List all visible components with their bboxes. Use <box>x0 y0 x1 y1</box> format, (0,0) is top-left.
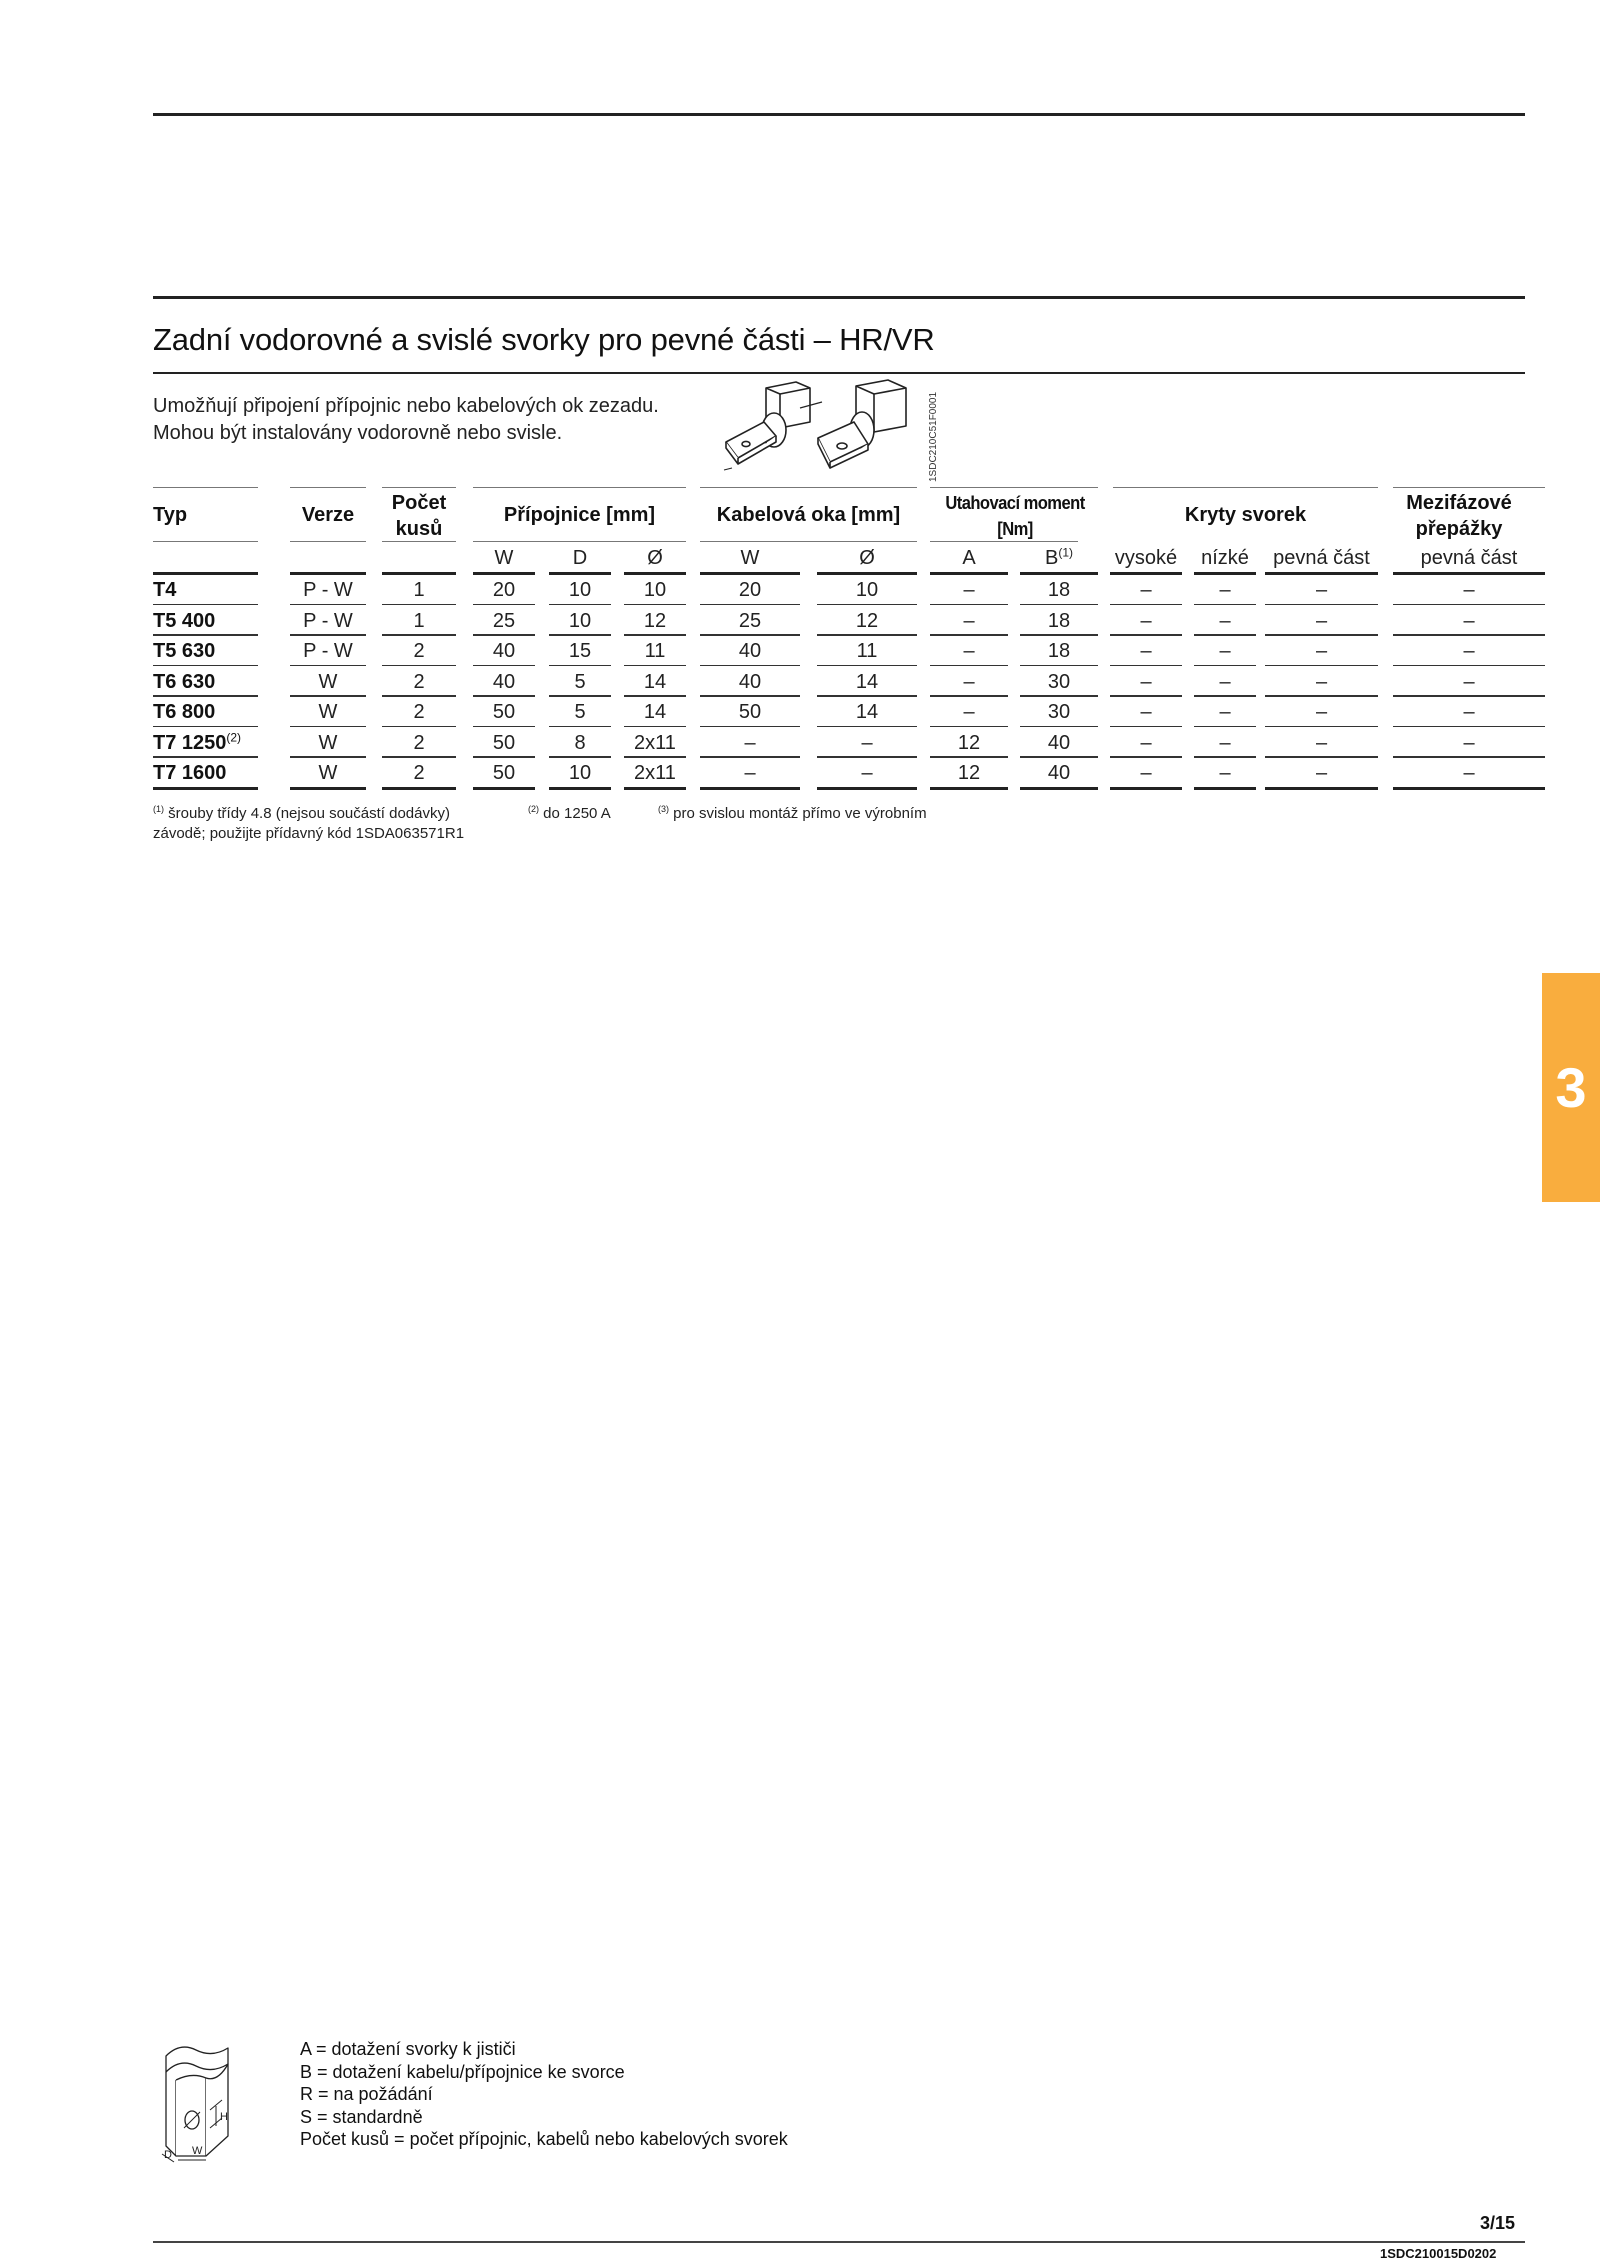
table-cell-verze: W <box>318 762 338 784</box>
title-underline <box>153 372 1525 374</box>
row-rule <box>930 787 1008 790</box>
table-cell-vysoke: – <box>1140 701 1152 723</box>
table-cell-a: – <box>963 609 975 632</box>
legend <box>300 2038 788 2151</box>
chapter-tab: 3 <box>1542 973 1600 1202</box>
table-cell-pocet: 2 <box>413 762 425 784</box>
table-cell-pd: 5 <box>574 670 586 693</box>
table-cell-a: 12 <box>957 762 981 784</box>
table-cell-pevna: – <box>1315 731 1328 754</box>
table-cell-a: 12 <box>957 731 981 754</box>
intro-text: Umožňují připojení přípojnic nebo kabelových ok zezadu. Mohou být instalovány vodorovně nebo svisle. <box>153 395 659 444</box>
table-cell-po: 2x11 <box>634 731 676 754</box>
table-cell-b: 18 <box>1047 640 1071 662</box>
footnote-1: $^{(1)}$ šrouby třídy 4.8 (nejsou součástí dodávky) <box>153 804 450 822</box>
hline <box>382 541 456 542</box>
row-rule <box>1020 787 1098 790</box>
row-rule <box>153 787 258 790</box>
table-cell-nizke: – <box>1219 762 1231 784</box>
table-cell-po: 14 <box>643 670 667 693</box>
header-typ: Typ <box>153 504 188 526</box>
table-cell-pocet: 1 <box>413 609 425 632</box>
legend-image-h: H <box>220 2111 228 2123</box>
row-rule <box>473 787 535 790</box>
table-cell-b: 30 <box>1047 670 1071 693</box>
row-rule <box>700 787 800 790</box>
rear-terminals-image <box>718 378 928 480</box>
table-cell-pevna: – <box>1315 670 1328 693</box>
table-cell-nizke: – <box>1219 731 1231 754</box>
table-cell-ko: – <box>861 762 873 784</box>
table-cell-typ: T7 1600 <box>153 762 227 784</box>
table-cell-typ: T4 <box>153 579 177 601</box>
legend-item: Počet kusů = počet přípojnic, kabelů nebo kabelových svorek <box>300 2129 788 2149</box>
table-cell-ko: 12 <box>855 609 879 632</box>
table-cell-typ: T6 800 <box>153 701 216 723</box>
table-cell-typ: T6 630 <box>153 670 216 693</box>
terminal-dimension-image <box>156 2036 276 2166</box>
header-kryty: Kryty svorek <box>1184 504 1307 526</box>
table-cell-pocet: 2 <box>413 670 425 693</box>
sub-kabelova-o: Ø <box>859 547 875 569</box>
table-cell-pd: 8 <box>574 731 586 754</box>
header-utahovaci: Utahovací moment [Nm] <box>945 493 1085 539</box>
table-cell-nizke: – <box>1219 579 1231 601</box>
hline <box>153 487 258 488</box>
table-cell-pocet: 2 <box>413 701 425 723</box>
header-mezifazove: Mezifázové přepážky <box>1406 492 1512 540</box>
table-cell-pd: 10 <box>568 609 592 632</box>
sub-kryty-nizke: nízké <box>1201 547 1249 569</box>
table-cell-b: 18 <box>1047 609 1071 632</box>
table-cell-mez: – <box>1463 701 1475 723</box>
table-cell-a: – <box>963 701 975 723</box>
row-rule <box>290 787 366 790</box>
legend-item: R = na požádání <box>300 2084 433 2104</box>
legend-image-w: W <box>192 2145 203 2157</box>
table-cell-vysoke: – <box>1140 762 1152 784</box>
table-cell-pw: 50 <box>492 762 516 784</box>
row-rule <box>1194 787 1256 790</box>
sub-pripojnice-d: D <box>572 547 588 569</box>
table-cell-pevna: – <box>1315 579 1328 601</box>
table-cell-mez: – <box>1463 579 1475 601</box>
table-cell-verze: W <box>318 701 338 723</box>
header-pripojnice: Přípojnice [mm] <box>503 504 656 526</box>
table-cell-verze: P - W <box>303 579 353 601</box>
header-kabelova: Kabelová oka [mm] <box>716 504 901 526</box>
row-rule <box>817 787 917 790</box>
table-cell-b: 40 <box>1047 762 1071 784</box>
header-verze: Verze <box>301 504 355 526</box>
table-cell-b: 18 <box>1047 579 1071 601</box>
table-cell-mez: – <box>1463 762 1475 784</box>
top-rule <box>153 113 1525 116</box>
table-cell-pocet: 2 <box>413 640 425 662</box>
table-cell-typ: T5 630 <box>153 640 216 662</box>
bottom-rule <box>153 2241 1525 2243</box>
table-cell-pevna: – <box>1315 609 1328 632</box>
sub-kabelova-w: W <box>740 547 760 569</box>
table-cell-verze: W <box>318 731 338 754</box>
table-cell-nizke: – <box>1219 670 1231 693</box>
hline <box>700 487 917 488</box>
sub-pripojnice-o: Ø <box>647 547 663 569</box>
table-cell-kw: – <box>744 762 756 784</box>
table-cell-vysoke: – <box>1140 579 1152 601</box>
table-cell-b: 30 <box>1047 701 1071 723</box>
footnote-3: $^{(3)}$ pro svislou montáž přímo ve výrobním <box>658 804 927 822</box>
table-cell-pocet: 2 <box>413 731 425 754</box>
table-cell-typ: T7 1250$^{(2)}$ <box>153 729 242 754</box>
table-cell-pw: 50 <box>492 731 516 754</box>
table-cell-b: 40 <box>1047 731 1071 754</box>
table-cell-vysoke: – <box>1140 731 1152 754</box>
table-cell-verze: W <box>318 670 338 693</box>
row-rule <box>382 787 456 790</box>
hline <box>153 541 258 542</box>
table-cell-mez: – <box>1463 640 1475 662</box>
sub-utahovaci-b: $B^{(1)}$ <box>1044 545 1073 569</box>
table-cell-kw: 20 <box>738 579 762 601</box>
table-cell-a: – <box>963 670 975 693</box>
legend-item: B = dotažení kabelu/přípojnice ke svorce <box>300 2061 625 2082</box>
sub-mezifazove-pevna: pevná část <box>1420 547 1518 569</box>
document-code: 1SDC210015D0202 <box>1380 2246 1497 2261</box>
hline <box>930 541 1078 542</box>
table-cell-kw: 40 <box>738 640 762 662</box>
table-cell-nizke: – <box>1219 609 1231 632</box>
hline <box>473 541 686 542</box>
hline <box>1393 487 1545 488</box>
image-code: 1SDC210C51F0001 <box>928 391 939 482</box>
table-cell-pw: 50 <box>492 701 516 723</box>
hline <box>700 541 917 542</box>
table-cell-mez: – <box>1463 670 1475 693</box>
table-cell-a: – <box>963 640 975 662</box>
table-cell-ko: 11 <box>856 640 878 662</box>
table-cell-verze: P - W <box>303 640 353 662</box>
table-cell-mez: – <box>1463 731 1475 754</box>
row-rule <box>549 787 611 790</box>
table-cell-ko: 10 <box>855 579 879 601</box>
table-cell-nizke: – <box>1219 701 1231 723</box>
table-cell-po: 2x11 <box>634 762 676 784</box>
row-rule <box>1393 787 1545 790</box>
table-cell-nizke: – <box>1219 640 1231 662</box>
sub-pripojnice-w: W <box>494 547 514 569</box>
table-cell-pevna: – <box>1315 701 1328 723</box>
table-cell-pw: 40 <box>492 640 516 662</box>
legend-item: A = dotažení svorky k jističi <box>300 2039 516 2059</box>
table-cell-pd: 15 <box>568 640 592 662</box>
hline <box>290 541 366 542</box>
page-number: 3/15 <box>1480 2213 1516 2233</box>
table-cell-pw: 40 <box>492 670 516 693</box>
table-cell-pw: 20 <box>492 579 516 601</box>
footnote-2: $^{(2)}$ do 1250 A <box>528 804 611 822</box>
hline <box>382 487 456 488</box>
legend-image-d: D <box>164 2149 172 2161</box>
table-cell-pd: 10 <box>568 762 592 784</box>
legend-item: S = standardně <box>300 2106 423 2127</box>
hline <box>290 487 366 488</box>
table-cell-ko: 14 <box>855 701 879 723</box>
table-cell-pd: 10 <box>568 579 592 601</box>
table-cell-pevna: – <box>1315 762 1328 784</box>
table-cell-po: 11 <box>644 640 666 662</box>
table-cell-kw: – <box>744 731 756 754</box>
table-cell-po: 12 <box>643 609 667 632</box>
hline <box>1113 487 1378 488</box>
row-rule <box>624 787 686 790</box>
table-cell-kw: 25 <box>738 609 762 632</box>
table-cell-typ: T5 400 <box>153 609 216 632</box>
table-cell-ko: – <box>861 731 873 754</box>
table-cell-kw: 40 <box>738 670 762 693</box>
table-cell-pw: 25 <box>492 609 516 632</box>
table-cell-mez: – <box>1463 609 1475 632</box>
table-cell-po: 10 <box>643 579 667 601</box>
table-cell-a: – <box>963 579 975 601</box>
sub-kryty-vysoke: vysoké <box>1114 547 1178 569</box>
table-cell-pd: 5 <box>574 701 586 723</box>
footnote-1-cont: závodě; použijte přídavný kód 1SDA063571R1 <box>153 825 465 842</box>
table-cell-ko: 14 <box>855 670 879 693</box>
table-cell-vysoke: – <box>1140 670 1152 693</box>
table-cell-verze: P - W <box>303 609 353 632</box>
section-top-rule <box>153 296 1525 299</box>
table-cell-po: 14 <box>643 701 667 723</box>
header-pocet: Počet kusů <box>391 492 447 540</box>
hline <box>473 487 686 488</box>
table-cell-pocet: 1 <box>413 579 425 601</box>
table-cell-vysoke: – <box>1140 609 1152 632</box>
hline <box>930 487 1098 488</box>
sub-kryty-pevna: pevná část <box>1273 547 1370 569</box>
row-rule <box>1265 787 1378 790</box>
sub-utahovaci-a: A <box>962 547 976 569</box>
page-title: Zadní vodorovné a svislé svorky pro pevné části – HR/VR <box>153 322 935 357</box>
table-cell-vysoke: – <box>1140 640 1152 662</box>
table-cell-pevna: – <box>1315 640 1328 662</box>
table-cell-kw: 50 <box>738 701 762 723</box>
row-rule <box>1110 787 1182 790</box>
